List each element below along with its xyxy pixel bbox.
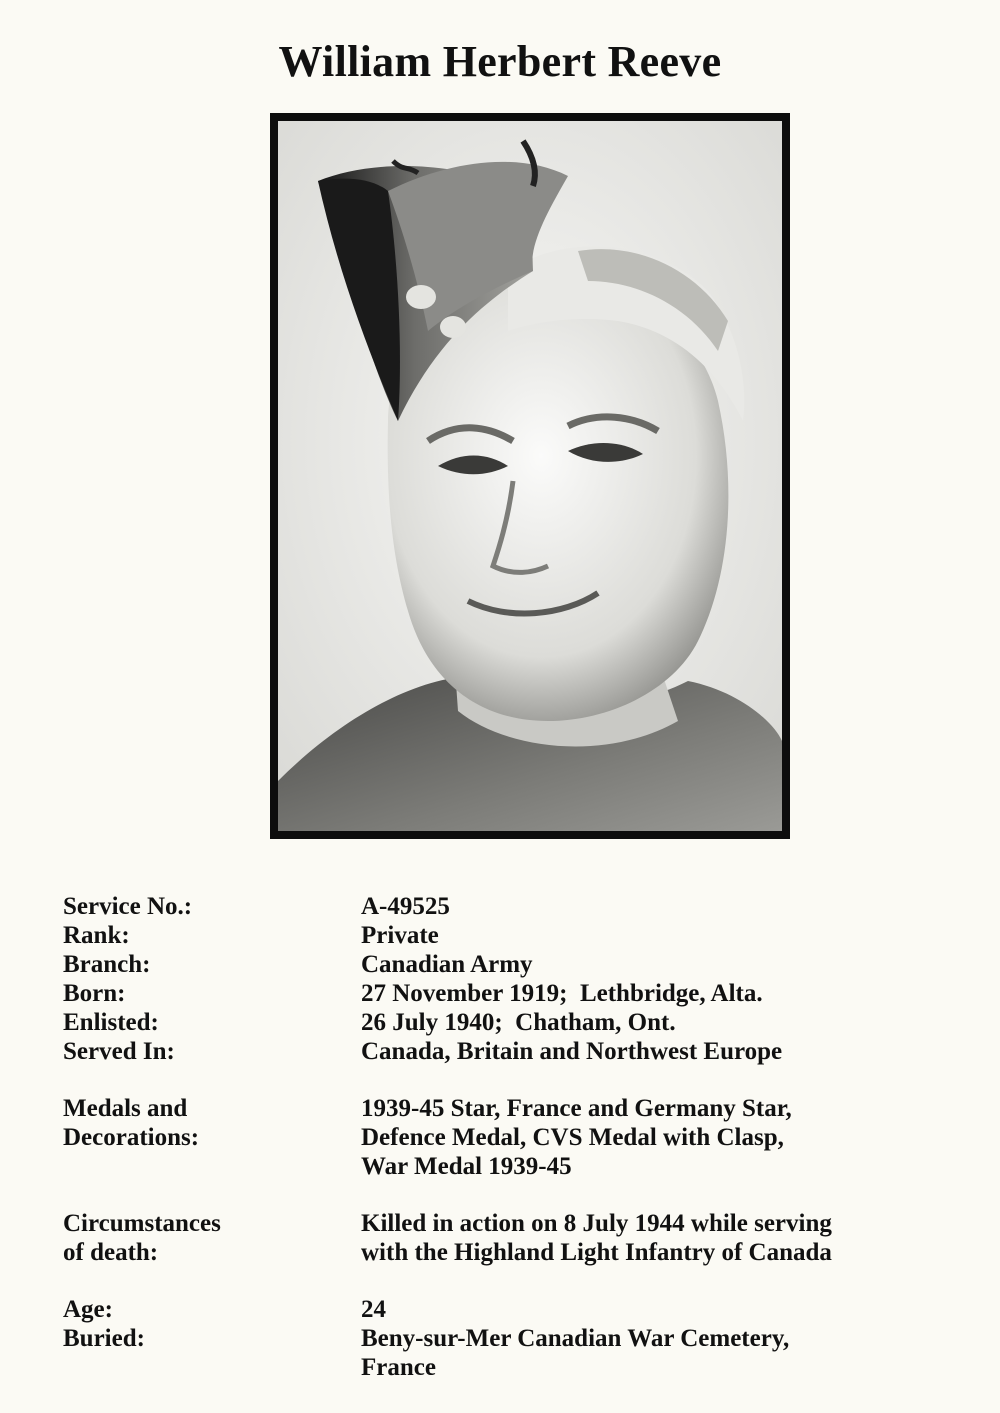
branch-value: Canadian Army xyxy=(361,951,533,978)
circumstances-label-line: Circumstances xyxy=(63,1210,221,1237)
medals-value-line: 1939-45 Star, France and Germany Star, xyxy=(361,1095,792,1122)
rank-label: Rank: xyxy=(63,922,130,949)
buried-label: Buried: xyxy=(63,1325,145,1352)
circumstances-label-line: of death: xyxy=(63,1239,159,1266)
medals-value-line: War Medal 1939-45 xyxy=(361,1153,572,1180)
circumstances-value xyxy=(361,1209,921,1267)
medals-value xyxy=(361,1094,921,1181)
served-in-value: Canada, Britain and Northwest Europe xyxy=(361,1038,783,1065)
rank-value: Private xyxy=(361,922,439,949)
born-label: Born: xyxy=(63,980,126,1007)
served-in-label: Served In: xyxy=(63,1038,175,1065)
portrait-photo xyxy=(278,121,782,831)
enlisted-label: Enlisted: xyxy=(63,1009,159,1036)
branch-label: Branch: xyxy=(63,951,151,978)
circumstances-value-line: Killed in action on 8 July 1944 while serving xyxy=(361,1210,832,1237)
medals-label xyxy=(63,1094,353,1152)
medals-label-line: Medals and xyxy=(63,1095,188,1122)
born-value: 27 November 1919; Lethbridge, Alta. xyxy=(361,980,763,1007)
buried-value xyxy=(361,1324,921,1382)
age-value: 24 xyxy=(361,1296,386,1323)
enlisted-value: 26 July 1940; Chatham, Ont. xyxy=(361,1009,676,1036)
service-no-label: Service No.: xyxy=(63,893,193,920)
circumstances-label xyxy=(63,1209,353,1267)
age-label: Age: xyxy=(63,1296,113,1323)
portrait-photo-frame xyxy=(270,113,790,839)
buried-value-line: France xyxy=(361,1354,436,1381)
service-no-value: A-49525 xyxy=(361,893,450,920)
circumstances-value-line: with the Highland Light Infantry of Canada xyxy=(361,1239,832,1266)
buried-value-line: Beny-sur-Mer Canadian War Cemetery, xyxy=(361,1325,790,1352)
page-title: William Herbert Reeve xyxy=(278,37,722,86)
medals-value-line: Defence Medal, CVS Medal with Clasp, xyxy=(361,1124,784,1151)
medals-label-line: Decorations: xyxy=(63,1124,200,1151)
